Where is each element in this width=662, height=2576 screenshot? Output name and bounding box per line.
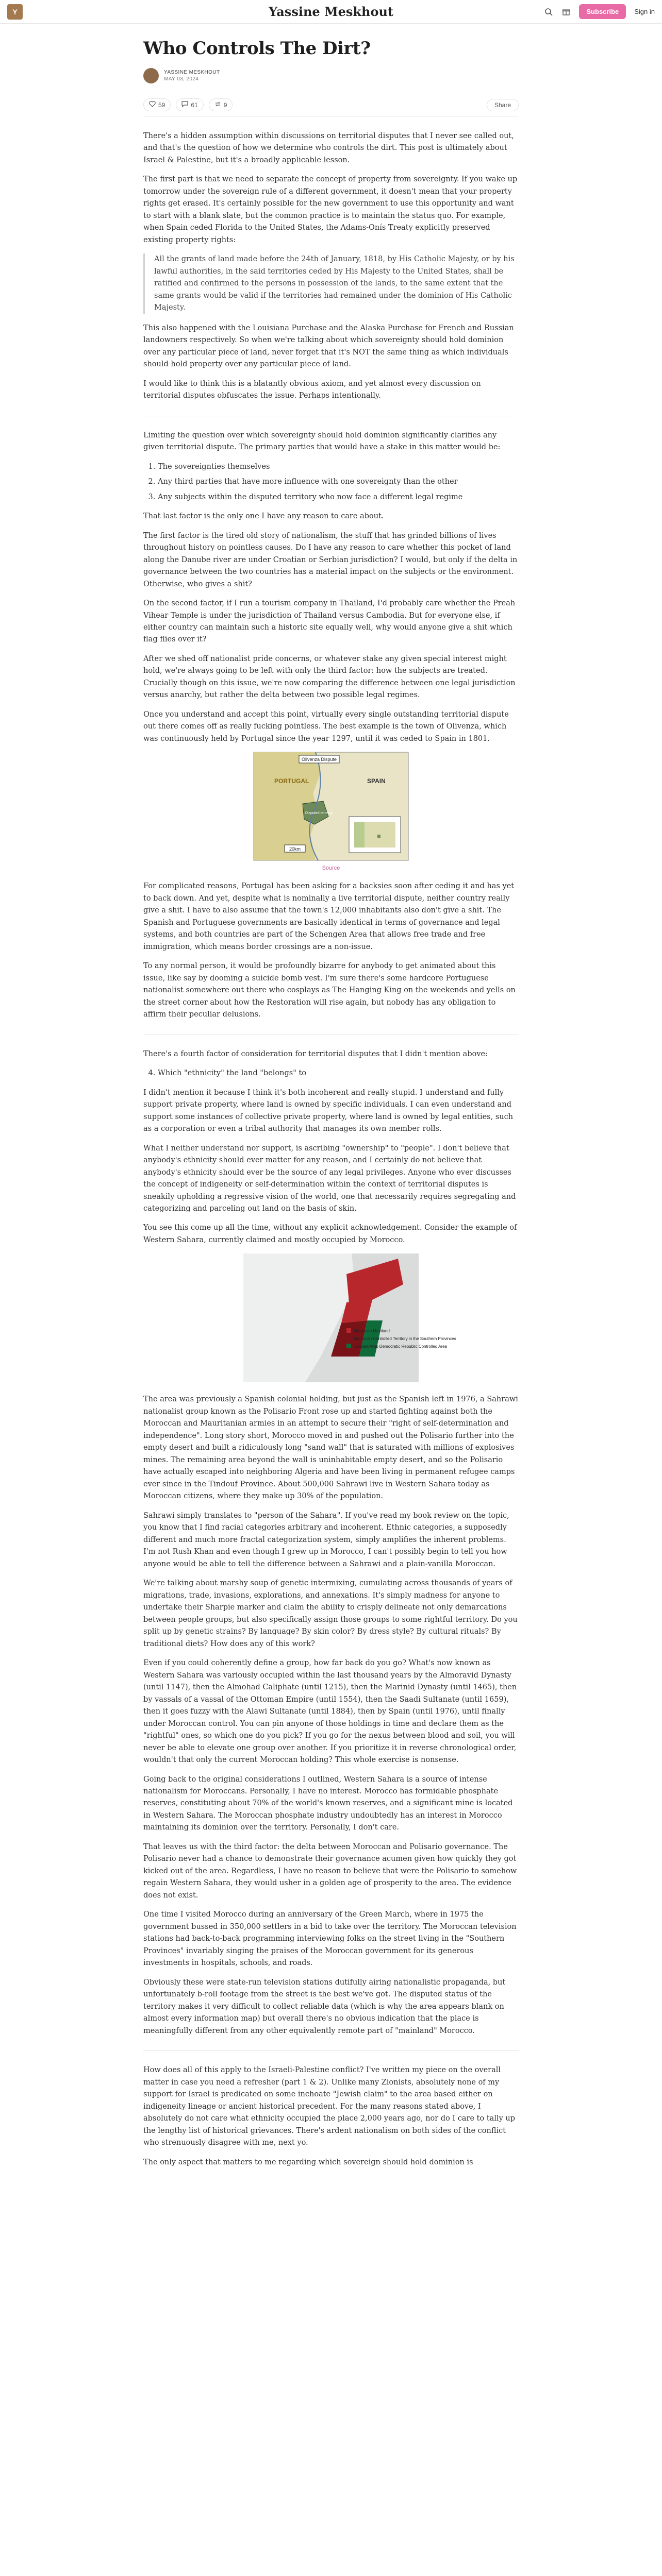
quote-block	[143, 253, 519, 314]
paragraph: Once you understand and accept this point, virtually every single outstanding territorial dispute out there comes off as really fucking pointless. The best example is the town of Olivenza, which was continuously held by Portugal since the year 1297, until it was ceded to Spain in 1801.	[143, 710, 509, 743]
list-item: 1. The sovereignties themselves	[158, 461, 519, 473]
paragraph: The first factor is the tired old story of nationalism, the stuff that has grinded billions of lives throughout history on pointless causes. Do I have any reason to care whether this pocket of land along the Danube river are under Croatian or Serbian jurisdiction? I would, but only if the delta in governance between the two countries has a material impact on the subjects or the environment. Otherwise, who gives a shit?	[143, 531, 518, 588]
heart-icon	[149, 101, 156, 109]
paragraph: I didn't mention it because I think it's both incoherent and really stupid. I understand and fully support private property, where land is owned by specific individuals. I can even understand and support some instances of collective private property, where land is owned by legal entities, such as a corporation or even a tribal authority that manages its own member rolls.	[143, 1088, 514, 1133]
restack-icon	[214, 101, 221, 109]
olivenza-map[interactable]	[254, 752, 408, 860]
map-title: Olivenza Dispute	[301, 757, 337, 762]
map-scale: 20km	[289, 846, 301, 852]
western-sahara-map[interactable]	[243, 1253, 456, 1382]
paragraph: The area was previously a Spanish colonial holding, but just as the Spanish left in 1976, a Sahrawi nationalist group known as the Polisario Front rose up and started fighting against both the Moroccan and Mauritanian armies in an attempt to secure their "right of self-determination and independence". Long story short, Morocco moved in and pushed out the Polisario further into the empty desert and built a ridiculously long "sand wall" that is saturated with millions of explosives mines. The remaining area beyond the wall is uninhabitable empty desert, and so the Polisario have actually escaped into neighboring Algeria and have been living in permanent refugee camps ever since in the Tindouf Province. About 500,000 Sahrawi live in Western Sahara today as Moroccan citizens, where they make up 30% of the population.	[143, 1395, 518, 1501]
paragraph: We're talking about marshy soup of genetic intermixing, cumulating across thousands of years of migrations, trade, invasions, explorations, and annexations. It's simply madness for anyone to undertake their Sharpie marker and claim the ability to crisply delineate not only demarcations between people groups, but also specifically assign those groups to some rightful territory. Do you split up by genetic strains? By language? By skin color? By dress style? By cultural rituals? By traditional diets? How does any of this work?	[143, 1579, 518, 1648]
paragraph: How does all of this apply to the Israeli-Palestine conflict? I've written my piece on the overall matter in case you need a refresher (part 1 & 2). Unlike many Zionists, absolutely none of my support for Israel is predicated on some inchoate "Jewish claim" to the area based either on indigeneity lineage or ancient historical precedent. For the many reasons stated above, I absolutely do not care what ethnicity occupied the place 2,000 years ago, nor do I care to tally up the lengthy list of historical grievances. There's ardent nationalism on both sides of the conflict who strenuously disagree with me, next yo.	[143, 2066, 515, 2147]
fourth-factor-list	[143, 1067, 519, 1079]
paragraph: The first part is that we need to separate the concept of property from sovereignty. If you wake up tomorrow under the sovereign rule of a different government, it doesn't mean that your property rights get erased. It's certainly possible for the new government to use this opportunity and want to start with a blank slate, but the common practice is to maintain the status quo. For example, when Spain ceded Florida to the United States, the Adams-Onís Treaty explicitly preserved existing property rights:	[143, 175, 518, 244]
post-actions-bar	[143, 93, 519, 117]
paragraph: There's a hidden assumption within discussions on territorial disputes that I never see called out, and that's the question of how we determine who controls the dirt. This post is ultimately about Israel & Palestine, but it's a broadly applicable lesson.	[143, 132, 514, 164]
publication-logo-icon[interactable]	[7, 4, 23, 20]
western-sahara-map-figure	[143, 1253, 519, 1384]
legend-sadr: Sahrawi Arab Democratic Republic Controlled Area	[354, 1344, 447, 1349]
quote-text: All the grants of land made before the 24th of January, 1818, by His Catholic Majesty, or by his lawful authorities, in the said territories ceded by His Majesty to the United States, shall be ratified and confirmed to the persons in possession of the lands, to the same extent that the same grants would be valid if the territories had remained under the dominion of His Catholic Majesty.	[154, 255, 515, 312]
restack-button[interactable]	[209, 98, 233, 111]
paragraph: Limiting the question over which sovereignty should hold dominion significantly clarifies any given territorial dispute. The primary parties that would have a stake in this matter would be:	[143, 431, 501, 452]
comment-icon	[181, 101, 188, 109]
paragraph: You see this come up all the time, without any explicit acknowledgement. Consider the example of Western Sahara, currently claimed and mostly occupied by Morocco.	[143, 1224, 517, 1244]
paragraph: Sahrawi simply translates to "person of the Sahara". If you've read my book review on the topic, you know that I find racial categories arbitrary and incoherent. Ethnic categories, a supposedly different and much more fractal categorization system, simply amplifies the inherent problems. I'm not Rush Khan and even though I grew up in Morocco, I can't possibly begin to tell you how anyone would be able to tell the difference between a Sahrawi and a plain-vanilla Moroccan.	[143, 1511, 509, 1568]
paragraph: Even if you could coherently define a group, how far back do you go? What's now known as Western Sahara was variously occupied within the last thousand years by the Almoravid Dynasty (until 1147), then the Almohad Caliphate (until 1215), then the Marinid Dynasty (until 1465), then by vassals of a vassal of the Ottoman Empire (until 1554), then the Saadi Sultanate (until 1659), then it goes fuzzy with the Alawi Sultanate (until 1884), then by Spain (until 1976), until finally under Moroccan control. You can pin anyone of those holdings in time and declare them as the "rightful" ones, so which one do you pick? If you go for the nexus between blood and soil, you will never be able to elevate one group over another. If you prioritize it in reverse chronological order, wouldn't that only the current Moroccan holding? This whole exercise is nonsense.	[143, 1659, 517, 1765]
section-divider	[143, 2050, 519, 2051]
post-title: Who Controls The Dirt?	[143, 38, 371, 59]
paragraph: Obviously these were state-run television stations dutifully airing nationalistic propaganda, but unfortunately b-roll footage from the street is the best we've got. The disputed status of the territory makes it very difficult to collect reliable data (which is why the area appears blank on almost every information map) but overall there's no obvious indication that the place is meaningfully different from any other equivalently remote part of "mainland" Morocco.	[143, 1978, 506, 2035]
list-item: 4. Which "ethnicity" the land "belongs" to	[158, 1067, 519, 1079]
map-label-spain: SPAIN	[367, 777, 386, 785]
like-count: 59	[158, 101, 166, 109]
publication-name[interactable]: Yassine Meskhout	[268, 4, 393, 19]
list-item: 3. Any subjects within the disputed territory who now face a different legal regime	[158, 492, 519, 503]
paragraph: To any normal person, it would be profoundly bizarre for anybody to get animated about this issue, like say by dooming a suicide bomb vest. I'm sure there's some hardcore Portuguese nationalist somewhere out there who cosplays as The Hanging King on the weekends and yells on the street corner about how the Restoration will rise again, but nobody has any obligation to affirm their peculiar delusions.	[143, 962, 516, 1019]
paragraph: For complicated reasons, Portugal has been asking for a backsies soon after ceding it and has yet to back down. And yet, despite what is nominally a live territorial dispute, neither country really give a shit. I have to also assume that the town's 12,000 inhabitants also don't give a shit. The Spanish and Portuguese governments are basically identical in terms of governance and legal systems, and both countries are part of the Schengen Area that allows free trade and free immigration, which means border crossings are a non-issue.	[143, 882, 515, 951]
paragraph: After we shed off nationalist pride concerns, or whatever stake any given special interest might hold, we're always going to be left with only the third factor: how the subjects are treated. Crucially though on this issue, we're now comparing the difference between one legal jurisdiction versus anarchy, but rather the delta between two possible legal regimes.	[143, 654, 516, 700]
restack-count: 9	[223, 101, 227, 109]
paragraph: On the second factor, if I run a tourism company in Thailand, I'd probably care whether the Preah Vihear Temple is under the jurisdiction of Thailand versus Cambodia. But for everyone else, if either country can maintain such a historic site equally well, why would anyone give a shit which flag flies over it?	[143, 599, 516, 644]
paragraph: Going back to the original considerations I outlined, Western Sahara is a source of intense nationalism for Moroccans. Personally, I have no interest. Morocco has formidable phosphate reserves, constituting about 70% of the world's known reserves, and a significant mine is located in Western Sahara. The Moroccan phosphate industry undoubtedly has an interest in Morocco maintaining its dominion over the territory. Personally, I don't care.	[143, 1775, 513, 1832]
paragraph: That leaves us with the third factor: the delta between Moroccan and Polisario governance. The Polisario never had a chance to demonstrate their governance acumen given how quickly they got kicked out of the area. Regardless, I have no reason to believe that were the Polisario to somehow regain Western Sahara, they would usher in a golden age of prosperity to the area. The evidence does not exist.	[143, 1842, 517, 1900]
list-item: 2. Any third parties that have more influence with one sovereignty than the other	[158, 476, 519, 488]
post-date: MAY 03, 2024	[164, 76, 199, 82]
byline	[143, 68, 519, 83]
gift-icon[interactable]	[561, 7, 571, 16]
paragraph: I would like to think this is a blatantly obvious axiom, and yet almost every discussion on territorial disputes obfuscates the issue. Perhaps intentionally.	[143, 379, 481, 400]
author-name[interactable]: YASSINE MESKHOUT	[164, 70, 220, 75]
comment-count: 61	[191, 101, 198, 109]
article-body	[143, 24, 519, 2168]
legend-southern: Moroccan Controlled Territory in the Southern Provinces	[354, 1336, 456, 1342]
map-label-region: Disputed territory	[305, 811, 333, 816]
paragraph: The only aspect that matters to me regarding which sovereign should hold dominion is	[143, 2158, 473, 2166]
sign-in-link[interactable]: Sign in	[634, 8, 655, 15]
stakeholder-list	[143, 461, 519, 503]
author-avatar[interactable]	[143, 68, 159, 83]
paragraph: That last factor is the only one I have any reason to care about.	[143, 512, 384, 521]
paragraph: This also happened with the Louisiana Purchase and the Alaska Purchase for French and Russian landowners respectively. So when we're talking about which sovereignty should hold dominion over any particular piece of land, never forget that it's NOT the same thing as which individuals should hold property over any particular piece of land.	[143, 324, 514, 369]
search-icon[interactable]	[544, 7, 553, 16]
map-label-portugal: PORTUGAL	[274, 777, 309, 785]
comment-button[interactable]	[176, 98, 203, 111]
paragraph: There's a fourth factor of consideration for territorial disputes that I didn't mention above:	[143, 1049, 488, 1058]
legend-mainland: Moroccan Mainland	[354, 1329, 390, 1334]
paragraph: One time I visited Morocco during an anniversary of the Green March, where in 1975 the government bussed in 350,000 settlers in a bid to take over the territory. The Moroccan television stations had back-to-back programming interviewing folks on the street living in the "Southern Provinces" invariably singing the praises of the Moroccan government for its generous investments in hospitals, schools, and roads.	[143, 1910, 517, 1968]
publication-logo-initial: Y	[12, 7, 18, 16]
share-button[interactable]: Share	[487, 99, 519, 111]
like-button[interactable]	[143, 98, 171, 111]
top-navigation-bar	[0, 0, 662, 24]
paragraph: What I neither understand nor support, is ascribing "ownership" to "people". I don't believe that anybody's ethnicity should ever matter for any reason, and I certainly do not believe that anybody's ethnicity should ever be the source of any legal privileges. Anyone who ever discusses the concept of indigeneity or self-determination within the context of territorial disputes is sneakily upholding a regressive vision of the world, one that necessarily requires segregating and categorizing and parceling out land on the basis of skin.	[143, 1144, 516, 1213]
subscribe-button[interactable]: Subscribe	[579, 4, 626, 19]
olivenza-map-figure	[143, 752, 519, 871]
map-caption-link[interactable]: Source	[322, 865, 340, 872]
